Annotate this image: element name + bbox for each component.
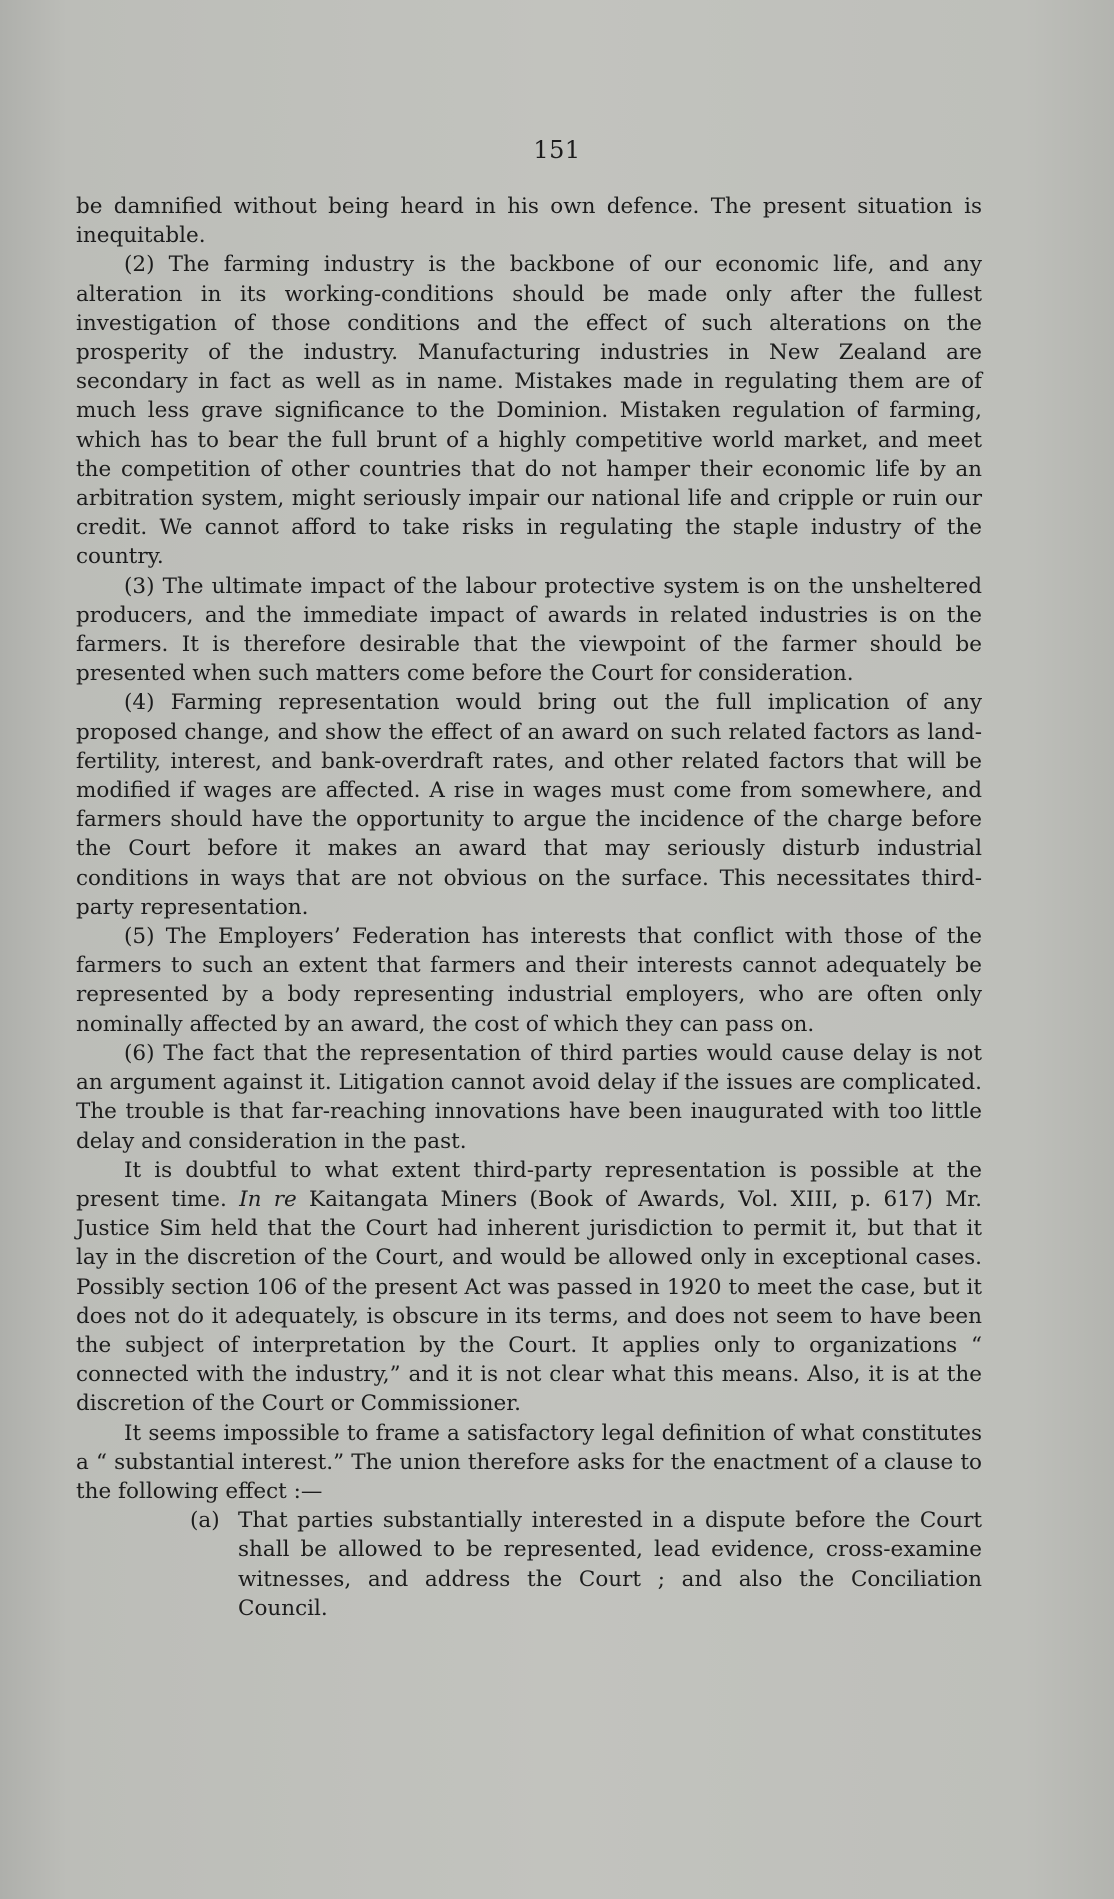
paragraph-third-party [76, 1156, 982, 1419]
paragraph-continuation: be damnified without being heard in his own defence. The present situation is inequitable. [76, 194, 982, 249]
clause-item-a [126, 1506, 982, 1623]
body-text [76, 192, 982, 1623]
paragraph-5: (5) The Employers’ Federation has interests that conflict with those of the farmers to such an extent that farmers and their interests cannot adequately be represented by a body representing industrial employers, who are often only nominally affected by an award, the cost of which they can pass on. [76, 924, 982, 1037]
paragraph-third-party-rest: Kaitangata Miners (Book of Awards, Vol. XIII, p. 617) Mr. Justice Sim held that the Court had inherent jurisdiction to permit it, but that it lay in the discretion of the Court, and would be allowed only in exceptional cases. Possibly section 106 of the present Act was passed in 1920 to meet the case, but it does not do it adequately, is obscure in its terms, and does not seem to have been the subject of interpretation by the Court. It applies only to organizations “ connected with the industry,” and it is not clear what this means. Also, it is at the discretion of the Court or Commissioner. [76, 1186, 982, 1417]
paragraph-third-party-lead: It is doubtful to what extent third-party representation is possible at the present time. [76, 1157, 982, 1212]
paragraph-3: (3) The ultimate impact of the labour protective system is on the unsheltered producers, and the immediate impact of awards in related industries is on the farmers. It is therefore desirable that the viewpoint of the farmer should be presented when such matters come before the Court for consideration. [76, 573, 982, 687]
clause-item-a-text: That parties substantially interested in a dispute before the Court shall be allowed to be represented, lead evidence, cross-examine witnesses, and address the Court ; and also the Conciliation Council. [238, 1508, 982, 1621]
paragraph-4: (4) Farming representation would bring out the full implication of any proposed change, and show the effect of an award on such related factors as land-fertility, interest, and bank-overdraft rates, and other related factors that will be modified if wages are affected. A rise in wages must come from somewhere, and farmers should have the opportunity to argue the incidence of the charge before the Court before it makes an award that may seriously disturb industrial conditions in ways that are not obvious on the surface. This necessitates third-party representation. [76, 690, 982, 920]
page-number: 151 [533, 136, 581, 164]
paragraph-2: (2) The farming industry is the backbone of our economic life, and any alteration in its working-conditions should be made only after the fullest investigation of those conditions and the effect of such alterations on the prosperity of the industry. Manufacturing industries in New Zealand are secondary in fact as well as in name. Mistakes made in regulating them are of much less grave significance to the Dominion. Mistaken regulation of farming, which has to bear the full brunt of a highly competitive world market, and meet the competition of other countries that do not hamper their economic life by an arbitration system, might seriously impair our national life and cripple or ruin our credit. We cannot afford to take risks in regulating the staple industry of the country. [76, 252, 982, 570]
paragraph-substantial-interest: It seems impossible to frame a satisfactory legal definition of what constitutes a “ substantial interest.” The union therefore asks for the enactment of a clause to the following effect :— [76, 1420, 982, 1504]
paragraph-6: (6) The fact that the representation of third parties would cause delay is not an argument against it. Litigation cannot avoid delay if the issues are complicated. The trouble is that far-reaching innovations have been inaugurated with too little delay and consideration in the past. [76, 1040, 982, 1154]
clause-item-a-label: (a) [190, 1508, 220, 1534]
case-citation-italic: In re [239, 1186, 297, 1212]
